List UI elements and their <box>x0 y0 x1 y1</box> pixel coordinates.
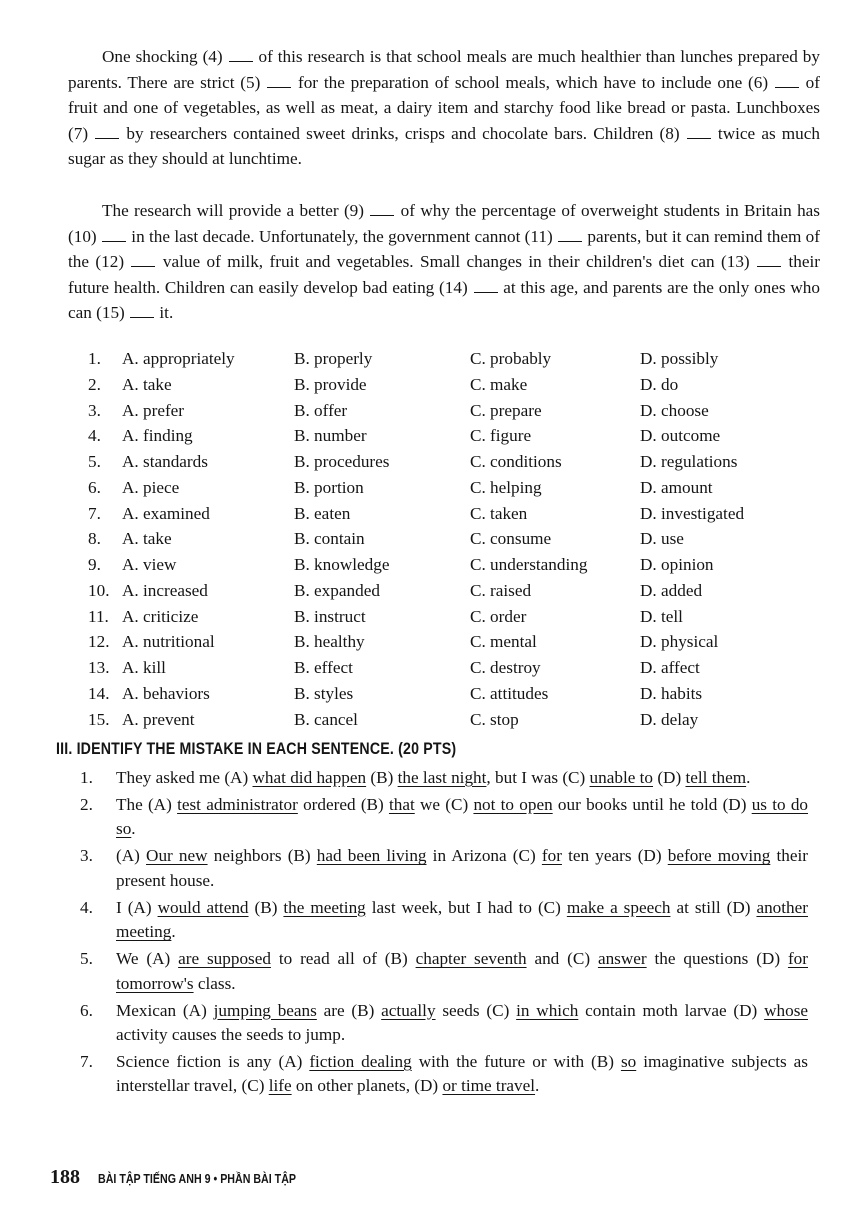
sentence-text: . <box>171 922 176 942</box>
option-d: D. opinion <box>640 555 714 574</box>
option-row <box>88 526 828 552</box>
answer-blank <box>267 76 291 88</box>
option-number: 4. <box>88 426 101 446</box>
answer-blank <box>130 306 154 318</box>
option-d: D. tell <box>640 606 683 626</box>
option-a: A. take <box>122 529 172 549</box>
option-number: 12. <box>88 632 110 652</box>
option-c: C. figure <box>470 426 532 446</box>
passage-text: value of milk, fruit and vegetables. Small changes in their children's diet can (13) <box>156 252 757 272</box>
option-number: 2. <box>88 374 101 394</box>
underlined-option: before moving <box>667 846 771 866</box>
option-a: A. examined <box>122 503 210 523</box>
option-row <box>88 604 828 630</box>
underlined-option: for tomorrow's <box>116 949 808 993</box>
answer-blank <box>687 127 711 139</box>
answer-blank <box>558 230 582 242</box>
underlined-option: so <box>620 1052 637 1072</box>
underlined-option: that <box>388 795 415 814</box>
option-row <box>88 346 828 372</box>
answer-blank <box>131 255 155 267</box>
passage-text: by researchers contained sweet drinks, crisps and chocolate bars. Children (8) <box>120 123 686 143</box>
option-number: 13. <box>88 658 110 677</box>
option-b: B. provide <box>294 374 367 394</box>
option-b: B. effect <box>294 658 353 677</box>
option-d: D. outcome <box>640 426 721 446</box>
underlined-option: in which <box>516 1000 579 1020</box>
option-c: C. mental <box>470 632 537 652</box>
option-c: C. order <box>470 606 527 626</box>
option-b: B. expanded <box>294 580 380 600</box>
option-d: D. do <box>640 374 679 394</box>
option-c: C. understanding <box>470 555 588 574</box>
sentence-text: with the future or with (B) <box>411 1052 621 1072</box>
option-number: 10. <box>88 580 110 600</box>
sentence-text: We (A) <box>116 949 179 969</box>
option-b: B. contain <box>294 529 365 549</box>
answer-blank <box>370 204 394 216</box>
underlined-option: whose <box>764 1000 809 1020</box>
underlined-option: actually <box>381 1000 436 1020</box>
option-c: C. raised <box>470 580 532 600</box>
sentence-text: at still (D) <box>670 897 757 917</box>
sentence-item <box>80 999 808 1048</box>
sentence-number: 5. <box>80 949 93 969</box>
underlined-option: jumping beans <box>213 1000 317 1020</box>
passage-text: at this age, and parents are the only ones who can (15) <box>68 277 820 323</box>
option-number: 1. <box>88 349 101 368</box>
option-row <box>88 501 828 527</box>
sentence-text: Science fiction is any (A) <box>116 1052 310 1072</box>
passage-text: their future health. Children can easily develop bad eating (14) <box>68 252 820 297</box>
option-number: 14. <box>88 683 110 703</box>
sentence-text: their present house. <box>116 846 809 890</box>
option-b: B. instruct <box>294 606 366 626</box>
sentence-text: the questions (D) <box>646 949 788 969</box>
sentence-number: 2. <box>80 795 93 814</box>
option-c: C. taken <box>470 503 528 523</box>
sentence-text: we (C) <box>414 795 474 814</box>
option-row <box>88 475 828 501</box>
passage-paragraph-1 <box>68 44 820 172</box>
option-row <box>88 552 828 578</box>
sentence-text: imaginative subjects as interstellar travel, (C) <box>116 1052 808 1096</box>
sentence-text: and (C) <box>526 949 598 969</box>
option-number: 6. <box>88 477 101 497</box>
sentence-text: The (A) <box>116 795 178 814</box>
option-b: B. eaten <box>294 503 351 523</box>
sentence-text: , but I was (C) <box>486 768 590 787</box>
sentence-number: 4. <box>80 897 93 917</box>
passage-text: of this research is that school meals are much healthier than lunches prepared by parents. There are strict (5) <box>68 47 820 92</box>
option-a: A. criticize <box>122 606 199 626</box>
sentence-item <box>80 1050 808 1099</box>
answer-options-list <box>88 346 828 732</box>
sentence-text: ordered (B) <box>297 795 389 814</box>
option-a: A. increased <box>122 580 208 600</box>
option-a: A. appropriately <box>122 349 235 368</box>
passage-text: twice as much sugar as they should at lunchtime. <box>68 123 820 169</box>
option-c: C. prepare <box>470 400 542 420</box>
p2-content <box>68 201 820 322</box>
sentence-text: ten years (D) <box>561 846 668 866</box>
sentence-text: on other planets, (D) <box>291 1076 443 1096</box>
option-d: D. affect <box>640 658 700 677</box>
underlined-option: answer <box>597 949 647 969</box>
underlined-option: fiction dealing <box>309 1052 412 1072</box>
underlined-option: unable to <box>589 768 654 787</box>
option-b: B. styles <box>294 683 354 703</box>
book-title: BÀI TẬP TIẾNG ANH 9 • PHẦN BÀI TẬP <box>98 1171 297 1186</box>
option-d: D. delay <box>640 709 699 729</box>
underlined-option: life <box>268 1076 292 1096</box>
underlined-option: are supposed <box>178 949 271 969</box>
option-row <box>88 681 828 707</box>
option-d: D. investigated <box>640 503 745 523</box>
sentence-text: class. <box>193 973 236 993</box>
option-b: B. properly <box>294 349 373 368</box>
option-d: D. amount <box>640 477 713 497</box>
option-d: D. choose <box>640 400 709 420</box>
passage-text: The research will provide a better (9) <box>102 201 370 220</box>
sentence-text: are (B) <box>316 1000 382 1020</box>
option-d: D. physical <box>640 632 719 652</box>
underlined-option: what did happen <box>252 768 367 787</box>
option-number: 9. <box>88 555 101 574</box>
passage-text: parents, but it can remind them of the (12) <box>68 226 820 272</box>
underlined-option: the last night <box>397 768 487 787</box>
passage-paragraph-2 <box>68 198 820 326</box>
option-c: C. consume <box>470 529 552 549</box>
sentence-text: contain moth larvae (D) <box>578 1000 765 1020</box>
option-number: 11. <box>88 606 109 626</box>
answer-blank <box>775 76 799 88</box>
sentence-number: 1. <box>80 768 93 787</box>
page-footer <box>50 1166 339 1189</box>
option-a: A. standards <box>122 452 208 471</box>
option-b: B. procedures <box>294 452 390 471</box>
option-b: B. offer <box>294 400 348 420</box>
underlined-option: would attend <box>157 897 249 917</box>
underlined-option: or time travel <box>442 1076 536 1096</box>
underlined-option: test administrator <box>177 795 298 814</box>
sentence-text: last week, but I had to (C) <box>365 897 567 917</box>
option-d: D. possibly <box>640 349 719 368</box>
sentence-item <box>80 766 808 790</box>
option-c: C. destroy <box>470 658 541 677</box>
page-number: 188 <box>50 1166 80 1188</box>
option-number: 15. <box>88 709 110 729</box>
sentence-item <box>80 896 808 945</box>
sentence-number: 7. <box>80 1052 93 1072</box>
underlined-option: the meeting <box>283 897 366 917</box>
passage-text: in the last decade. Unfortunately, the government cannot (11) <box>126 226 558 246</box>
underlined-option: Our new <box>146 846 208 866</box>
p1-content <box>68 47 820 168</box>
option-row <box>88 398 828 424</box>
passage-text: of fruit and one of vegetables, as well as meat, a dairy item and starchy food like bread or pasta. Lunchboxes (7) <box>68 72 820 143</box>
option-c: C. helping <box>470 477 542 497</box>
option-b: B. portion <box>294 477 364 497</box>
underlined-option: not to open <box>473 795 553 814</box>
answer-blank <box>757 255 781 267</box>
option-a: A. nutritional <box>122 632 215 652</box>
option-d: D. use <box>640 529 684 549</box>
sentence-item <box>80 793 808 842</box>
sentence-text: seeds (C) <box>435 1000 517 1020</box>
option-row <box>88 372 828 398</box>
option-row <box>88 655 828 681</box>
option-a: A. kill <box>122 658 166 677</box>
option-c: C. stop <box>470 709 519 729</box>
option-b: B. knowledge <box>294 555 390 574</box>
sentence-text: activity causes the seeds to jump. <box>116 1025 346 1045</box>
option-d: D. regulations <box>640 452 738 471</box>
sentence-text: . <box>131 819 136 839</box>
sentence-text: (B) <box>366 768 398 787</box>
underlined-option: chapter seventh <box>415 949 527 969</box>
sentence-text: I (A) <box>116 897 158 917</box>
sentence-text: to read all of (B) <box>270 949 416 969</box>
underlined-option: for <box>541 846 562 866</box>
passage-text: for the preparation of school meals, which have to include one (6) <box>292 72 774 92</box>
option-number: 5. <box>88 452 101 471</box>
option-a: A. prevent <box>122 709 195 729</box>
option-d: D. habits <box>640 683 703 703</box>
option-c: C. make <box>470 374 528 394</box>
option-number: 8. <box>88 529 101 549</box>
sentence-item <box>80 844 808 893</box>
underlined-option: us to do so <box>116 795 809 839</box>
option-d: D. added <box>640 580 703 600</box>
sentence-text: in Arizona (C) <box>426 846 542 866</box>
sentence-text: our books until he told (D) <box>552 795 752 814</box>
sentence-text: . <box>746 768 751 787</box>
passage-text: it. <box>155 303 174 323</box>
passage-text: of why the percentage of overweight students in Britain has (10) <box>68 201 820 246</box>
section-heading: III. IDENTIFY THE MISTAKE IN EACH SENTENCE. (20 PTS) <box>56 740 457 758</box>
sentence-text: (A) <box>116 846 147 866</box>
answer-blank <box>474 281 498 293</box>
option-row <box>88 423 828 449</box>
option-row <box>88 629 828 655</box>
passage-text: One shocking (4) <box>102 47 228 66</box>
sentence-text: They asked me (A) <box>116 768 253 787</box>
option-number: 7. <box>88 503 101 523</box>
option-b: B. cancel <box>294 709 358 729</box>
option-c: C. probably <box>470 349 552 368</box>
option-a: A. view <box>122 555 177 574</box>
option-row <box>88 578 828 604</box>
option-a: A. take <box>122 374 172 394</box>
sentence-text: neighbors (B) <box>207 846 317 866</box>
option-a: A. behaviors <box>122 683 210 703</box>
sentence-text: . <box>535 1076 540 1096</box>
option-a: A. finding <box>122 426 193 446</box>
sentence-number: 6. <box>80 1000 93 1020</box>
option-b: B. healthy <box>294 632 365 652</box>
option-c: C. conditions <box>470 452 562 471</box>
answer-blank <box>95 127 119 139</box>
underlined-option: another meeting <box>116 897 808 942</box>
option-a: A. piece <box>122 477 180 497</box>
sentence-item <box>80 947 808 996</box>
answer-blank <box>102 230 126 242</box>
option-a: A. prefer <box>122 400 185 420</box>
answer-blank <box>229 50 253 62</box>
underlined-option: tell them <box>685 768 747 787</box>
sentence-text: (D) <box>653 768 686 787</box>
sentence-list <box>80 766 808 1101</box>
option-row <box>88 449 828 475</box>
underlined-option: had been living <box>316 846 427 866</box>
option-number: 3. <box>88 400 101 420</box>
sentence-text: (B) <box>248 897 284 917</box>
option-b: B. number <box>294 426 367 446</box>
sentence-number: 3. <box>80 846 93 866</box>
option-c: C. attitudes <box>470 683 549 703</box>
sentence-text: Mexican (A) <box>116 1000 214 1020</box>
option-row <box>88 707 828 733</box>
underlined-option: make a speech <box>566 897 671 917</box>
